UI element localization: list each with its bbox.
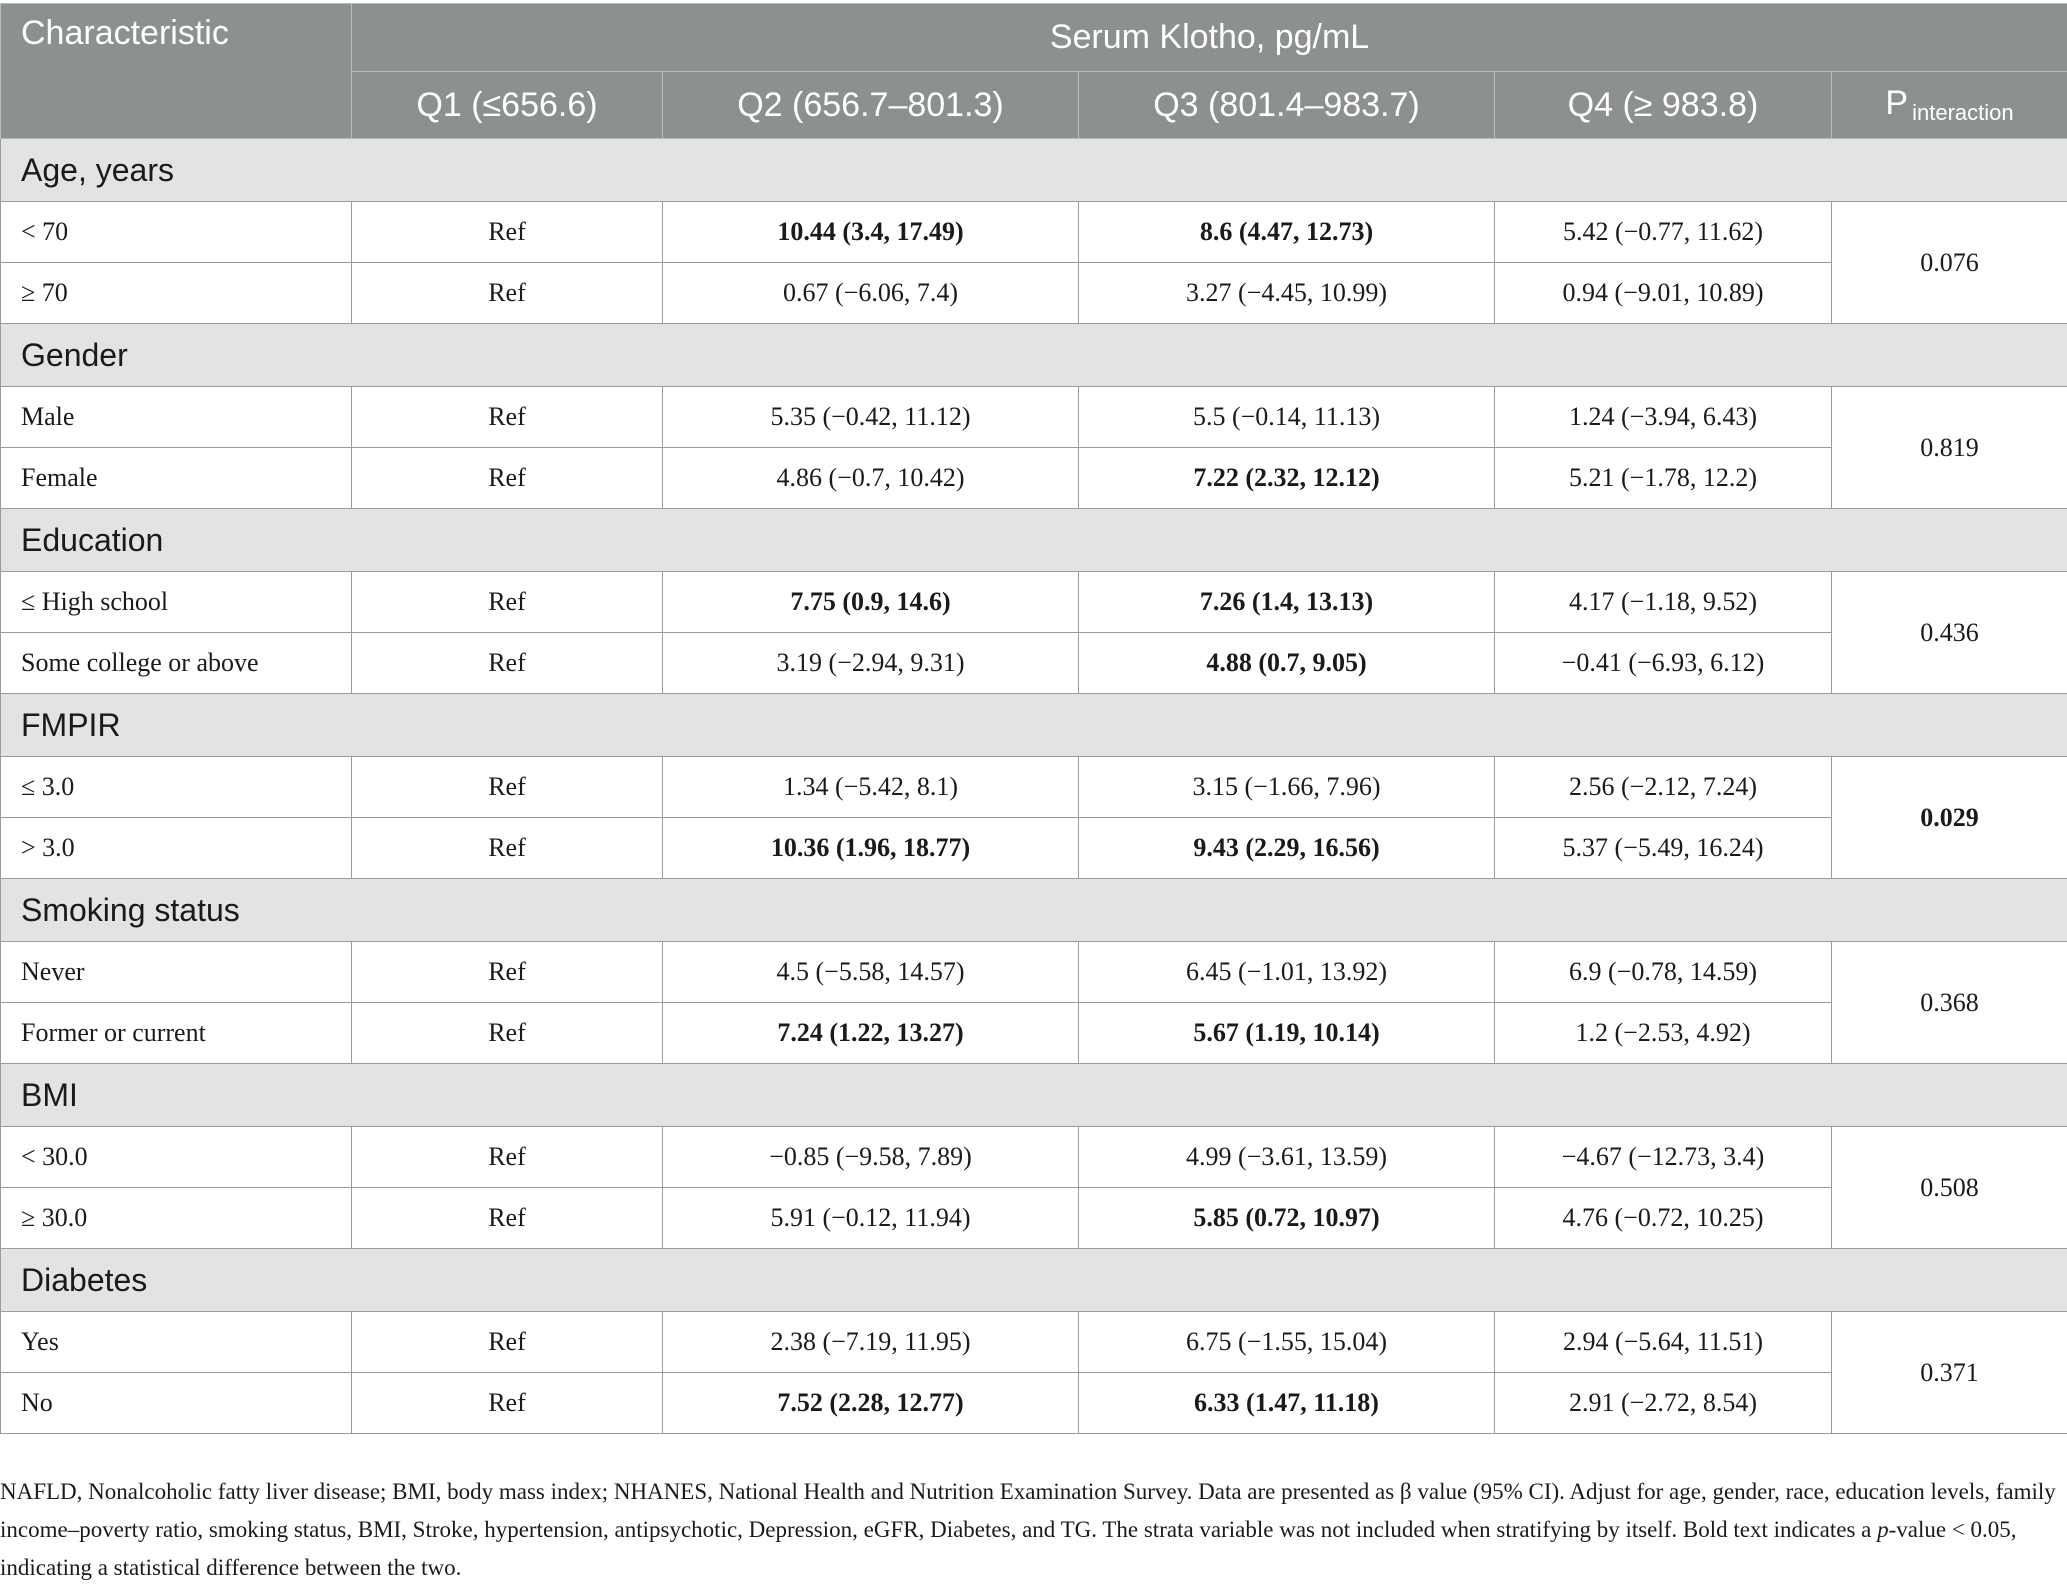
group-title: Diabetes <box>1 1249 2067 1312</box>
group-title: Smoking status <box>1 879 2067 942</box>
cell-q4: 2.94 (−5.64, 11.51) <box>1495 1312 1832 1373</box>
footnote-p-italic: p <box>1877 1517 1889 1542</box>
cell-q3: 7.26 (1.4, 13.13) <box>1079 572 1495 633</box>
table-row <box>1 633 2067 694</box>
cell-label: Never <box>1 942 352 1003</box>
cell-p-interaction: 0.368 <box>1832 942 2067 1064</box>
cell-q2: 7.75 (0.9, 14.6) <box>663 572 1079 633</box>
cell-q2: 10.36 (1.96, 18.77) <box>663 818 1079 879</box>
cell-label: > 3.0 <box>1 818 352 879</box>
cell-q2: 2.38 (−7.19, 11.95) <box>663 1312 1079 1373</box>
cell-label: < 30.0 <box>1 1127 352 1188</box>
table-row <box>1 1003 2067 1064</box>
cell-label: Male <box>1 387 352 448</box>
cell-q3: 6.33 (1.47, 11.18) <box>1079 1373 1495 1434</box>
header-span-title: Serum Klotho, pg/mL <box>352 4 2067 72</box>
cell-q3: 4.99 (−3.61, 13.59) <box>1079 1127 1495 1188</box>
group-row <box>1 694 2067 757</box>
table-row <box>1 263 2067 324</box>
cell-q4: 5.21 (−1.78, 12.2) <box>1495 448 1832 509</box>
header-p-interaction <box>1832 72 2067 139</box>
cell-q1: Ref <box>352 818 663 879</box>
cell-q1: Ref <box>352 1127 663 1188</box>
cell-q1: Ref <box>352 1003 663 1064</box>
cell-p-interaction: 0.436 <box>1832 572 2067 694</box>
cell-q4: 4.76 (−0.72, 10.25) <box>1495 1188 1832 1249</box>
cell-q1: Ref <box>352 1312 663 1373</box>
cell-p-interaction: 0.508 <box>1832 1127 2067 1249</box>
cell-q2: 0.67 (−6.06, 7.4) <box>663 263 1079 324</box>
table-row <box>1 448 2067 509</box>
header-q1: Q1 (≤656.6) <box>352 72 663 139</box>
cell-q3: 5.5 (−0.14, 11.13) <box>1079 387 1495 448</box>
cell-q2: 5.91 (−0.12, 11.94) <box>663 1188 1079 1249</box>
cell-q1: Ref <box>352 387 663 448</box>
cell-q1: Ref <box>352 942 663 1003</box>
cell-label: ≥ 30.0 <box>1 1188 352 1249</box>
cell-q2: 7.52 (2.28, 12.77) <box>663 1373 1079 1434</box>
cell-q4: 5.42 (−0.77, 11.62) <box>1495 202 1832 263</box>
cell-p-interaction: 0.819 <box>1832 387 2067 509</box>
cell-q4: 1.2 (−2.53, 4.92) <box>1495 1003 1832 1064</box>
table-row <box>1 387 2067 448</box>
table-row <box>1 1312 2067 1373</box>
cell-q4: −4.67 (−12.73, 3.4) <box>1495 1127 1832 1188</box>
table-row <box>1 1373 2067 1434</box>
header-q3: Q3 (801.4–983.7) <box>1079 72 1495 139</box>
cell-p-interaction: 0.371 <box>1832 1312 2067 1434</box>
cell-q2: 1.34 (−5.42, 8.1) <box>663 757 1079 818</box>
table-body <box>1 139 2067 1434</box>
header-p-sub: interaction <box>1912 100 2014 125</box>
cell-q2: 10.44 (3.4, 17.49) <box>663 202 1079 263</box>
cell-q3: 5.85 (0.72, 10.97) <box>1079 1188 1495 1249</box>
cell-q3: 9.43 (2.29, 16.56) <box>1079 818 1495 879</box>
cell-q1: Ref <box>352 572 663 633</box>
cell-q2: 4.5 (−5.58, 14.57) <box>663 942 1079 1003</box>
cell-q4: 5.37 (−5.49, 16.24) <box>1495 818 1832 879</box>
cell-q2: −0.85 (−9.58, 7.89) <box>663 1127 1079 1188</box>
cell-label: < 70 <box>1 202 352 263</box>
cell-q1: Ref <box>352 1373 663 1434</box>
cell-q1: Ref <box>352 1188 663 1249</box>
footnote-part1: NAFLD, Nonalcoholic fatty liver disease; BMI, body mass index; NHANES, National Health and Nutrition Examination Survey. Data are presented as β value (95% CI). Adjust for age, gender, race, education levels, family income–poverty ratio, smoking status, BMI, Stroke, hypertension, antipsychotic, Depression, eGFR, Diabetes, and TG. The strata variable was not included when stratifying by itself. Bold text indicates a <box>0 1479 2056 1542</box>
footnote-part2: -value < 0.05, indicating a statistical difference between the two. <box>0 1517 2017 1580</box>
group-row <box>1 879 2067 942</box>
cell-label: ≤ 3.0 <box>1 757 352 818</box>
cell-label: Female <box>1 448 352 509</box>
group-row <box>1 324 2067 387</box>
cell-q3: 3.15 (−1.66, 7.96) <box>1079 757 1495 818</box>
cell-label: No <box>1 1373 352 1434</box>
cell-q3: 3.27 (−4.45, 10.99) <box>1079 263 1495 324</box>
table-row <box>1 1127 2067 1188</box>
table-row <box>1 818 2067 879</box>
cell-q4: 0.94 (−9.01, 10.89) <box>1495 263 1832 324</box>
cell-q2: 7.24 (1.22, 13.27) <box>663 1003 1079 1064</box>
cell-q3: 8.6 (4.47, 12.73) <box>1079 202 1495 263</box>
cell-q1: Ref <box>352 202 663 263</box>
table-row <box>1 202 2067 263</box>
cell-q3: 7.22 (2.32, 12.12) <box>1079 448 1495 509</box>
cell-label: ≤ High school <box>1 572 352 633</box>
cell-label: Yes <box>1 1312 352 1373</box>
cell-q2: 4.86 (−0.7, 10.42) <box>663 448 1079 509</box>
cell-q1: Ref <box>352 448 663 509</box>
cell-q4: 6.9 (−0.78, 14.59) <box>1495 942 1832 1003</box>
header-p-main: P <box>1885 84 1909 122</box>
group-title: FMPIR <box>1 694 2067 757</box>
group-title: Education <box>1 509 2067 572</box>
cell-q2: 3.19 (−2.94, 9.31) <box>663 633 1079 694</box>
cell-q4: 2.91 (−2.72, 8.54) <box>1495 1373 1832 1434</box>
cell-q4: 2.56 (−2.12, 7.24) <box>1495 757 1832 818</box>
group-row <box>1 139 2067 202</box>
table-footnote <box>0 1473 2060 1587</box>
cell-q4: −0.41 (−6.93, 6.12) <box>1495 633 1832 694</box>
cell-p-interaction: 0.029 <box>1832 757 2067 879</box>
table-row <box>1 942 2067 1003</box>
cell-q4: 1.24 (−3.94, 6.43) <box>1495 387 1832 448</box>
group-title: BMI <box>1 1064 2067 1127</box>
table-row <box>1 572 2067 633</box>
cell-p-interaction: 0.076 <box>1832 202 2067 324</box>
cell-q1: Ref <box>352 263 663 324</box>
cell-q4: 4.17 (−1.18, 9.52) <box>1495 572 1832 633</box>
cell-label: Some college or above <box>1 633 352 694</box>
group-title: Gender <box>1 324 2067 387</box>
cell-q3: 6.45 (−1.01, 13.92) <box>1079 942 1495 1003</box>
cell-label: ≥ 70 <box>1 263 352 324</box>
group-row <box>1 1249 2067 1312</box>
cell-q2: 5.35 (−0.42, 11.12) <box>663 387 1079 448</box>
cell-q3: 6.75 (−1.55, 15.04) <box>1079 1312 1495 1373</box>
header-q4: Q4 (≥ 983.8) <box>1495 72 1832 139</box>
cell-label: Former or current <box>1 1003 352 1064</box>
table-row <box>1 757 2067 818</box>
cell-q1: Ref <box>352 633 663 694</box>
header-characteristic: Characteristic <box>1 4 352 139</box>
table-row <box>1 1188 2067 1249</box>
group-row <box>1 1064 2067 1127</box>
cell-q3: 5.67 (1.19, 10.14) <box>1079 1003 1495 1064</box>
results-table <box>0 3 2067 1434</box>
group-title: Age, years <box>1 139 2067 202</box>
cell-q1: Ref <box>352 757 663 818</box>
cell-q3: 4.88 (0.7, 9.05) <box>1079 633 1495 694</box>
table-header <box>1 4 2067 139</box>
header-q2: Q2 (656.7–801.3) <box>663 72 1079 139</box>
group-row <box>1 509 2067 572</box>
